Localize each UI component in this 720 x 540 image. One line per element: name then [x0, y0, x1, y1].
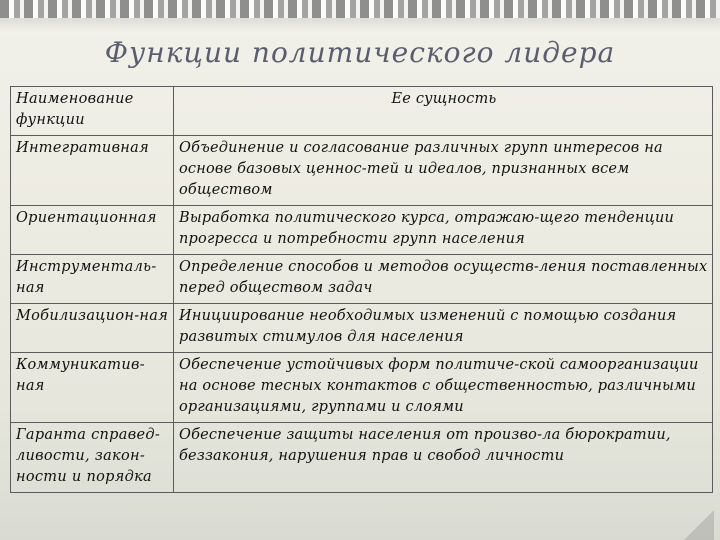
- row-function-name: Гаранта справед-ливости, закон-ности и порядка: [11, 423, 174, 493]
- header-function-name: Наименование функции: [11, 87, 174, 136]
- header-essence: Ее сущность: [174, 87, 713, 136]
- table-row: [11, 255, 713, 304]
- decorative-stripes: [0, 0, 720, 18]
- row-function-name: Инструменталь-ная: [11, 255, 174, 304]
- row-essence: Объединение и согласование различных групп интересов на основе базовых ценнос-тей и идеалов, признанных всем обществом: [174, 136, 713, 206]
- table-row: [11, 353, 713, 423]
- functions-table: [10, 86, 713, 493]
- corner-decoration: [684, 510, 714, 540]
- row-function-name: Ориентационная: [11, 206, 174, 255]
- row-essence: Выработка политического курса, отражаю-щего тенденции прогресса и потребности групп населения: [174, 206, 713, 255]
- table-row: [11, 206, 713, 255]
- row-function-name: Интегративная: [11, 136, 174, 206]
- table-row: [11, 423, 713, 493]
- row-function-name: Коммуникатив-ная: [11, 353, 174, 423]
- row-essence: Обеспечение устойчивых форм политиче-ской самоорганизации на основе тесных контактов с общественностью, различными организациями, группами и слоями: [174, 353, 713, 423]
- decorative-shade: [0, 18, 720, 32]
- row-function-name: Мобилизацион-ная: [11, 304, 174, 353]
- row-essence: Обеспечение защиты населения от произво-ла бюрократии, беззакония, нарушения прав и свобод личности: [174, 423, 713, 493]
- table-row: [11, 304, 713, 353]
- row-essence: Инициирование необходимых изменений с помощью создания развитых стимулов для населения: [174, 304, 713, 353]
- row-essence: Определение способов и методов осуществ-ления поставленных перед обществом задач: [174, 255, 713, 304]
- table-row: [11, 136, 713, 206]
- slide-title: Функции политического лидера: [104, 36, 616, 69]
- table-header-row: [11, 87, 713, 136]
